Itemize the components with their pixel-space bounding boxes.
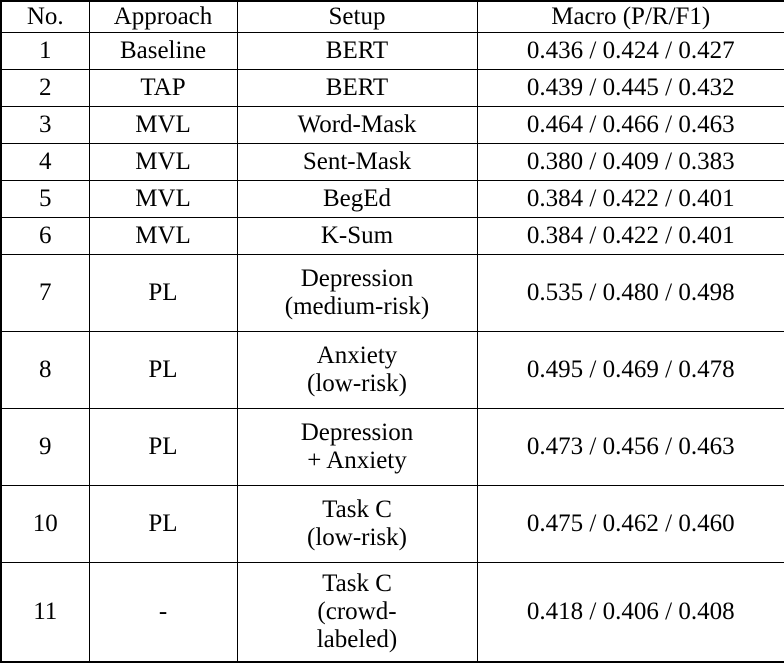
table-row — [1, 486, 784, 563]
table-row — [1, 218, 784, 255]
column-header-setup: Setup — [237, 1, 477, 33]
cell-setup: BERT — [237, 33, 477, 70]
cell-approach: MVL — [89, 181, 237, 218]
cell-macro: 0.475 / 0.462 / 0.460 — [477, 486, 784, 563]
cell-setup: Task C (low-risk) — [237, 486, 477, 563]
cell-approach: TAP — [89, 70, 237, 107]
cell-no: 5 — [1, 181, 89, 218]
cell-macro: 0.436 / 0.424 / 0.427 — [477, 33, 784, 70]
cell-setup: K-Sum — [237, 218, 477, 255]
cell-approach: MVL — [89, 218, 237, 255]
cell-no: 4 — [1, 144, 89, 181]
cell-no: 9 — [1, 409, 89, 486]
cell-no: 6 — [1, 218, 89, 255]
table-body — [1, 33, 784, 663]
cell-no: 11 — [1, 563, 89, 663]
cell-macro: 0.535 / 0.480 / 0.498 — [477, 255, 784, 332]
table-header — [1, 1, 784, 33]
cell-macro: 0.380 / 0.409 / 0.383 — [477, 144, 784, 181]
cell-macro: 0.495 / 0.469 / 0.478 — [477, 332, 784, 409]
cell-setup: BERT — [237, 70, 477, 107]
column-header-approach: Approach — [89, 1, 237, 33]
table-row — [1, 107, 784, 144]
cell-approach: PL — [89, 409, 237, 486]
cell-setup: Word-Mask — [237, 107, 477, 144]
cell-macro: 0.418 / 0.406 / 0.408 — [477, 563, 784, 663]
cell-macro: 0.464 / 0.466 / 0.463 — [477, 107, 784, 144]
cell-no: 8 — [1, 332, 89, 409]
table-row — [1, 409, 784, 486]
cell-macro: 0.439 / 0.445 / 0.432 — [477, 70, 784, 107]
table-row — [1, 332, 784, 409]
cell-approach: PL — [89, 486, 237, 563]
cell-setup: Sent-Mask — [237, 144, 477, 181]
table-header-row — [1, 1, 784, 33]
cell-approach: Baseline — [89, 33, 237, 70]
cell-approach: MVL — [89, 144, 237, 181]
cell-setup: Depression (medium-risk) — [237, 255, 477, 332]
cell-no: 3 — [1, 107, 89, 144]
table-row — [1, 563, 784, 663]
table-row — [1, 33, 784, 70]
cell-approach: PL — [89, 332, 237, 409]
table-row — [1, 70, 784, 107]
cell-macro: 0.473 / 0.456 / 0.463 — [477, 409, 784, 486]
cell-approach: - — [89, 563, 237, 663]
table-row — [1, 255, 784, 332]
cell-no: 1 — [1, 33, 89, 70]
cell-approach: PL — [89, 255, 237, 332]
cell-macro: 0.384 / 0.422 / 0.401 — [477, 218, 784, 255]
cell-setup: BegEd — [237, 181, 477, 218]
column-header-no: No. — [1, 1, 89, 33]
cell-approach: MVL — [89, 107, 237, 144]
table-row — [1, 144, 784, 181]
cell-setup: Depression + Anxiety — [237, 409, 477, 486]
table-row — [1, 181, 784, 218]
cell-setup: Task C (crowd- labeled) — [237, 563, 477, 663]
column-header-macro: Macro (P/R/F1) — [477, 1, 784, 33]
cell-no: 10 — [1, 486, 89, 563]
cell-macro: 0.384 / 0.422 / 0.401 — [477, 181, 784, 218]
cell-no: 2 — [1, 70, 89, 107]
cell-setup: Anxiety (low-risk) — [237, 332, 477, 409]
cell-no: 7 — [1, 255, 89, 332]
